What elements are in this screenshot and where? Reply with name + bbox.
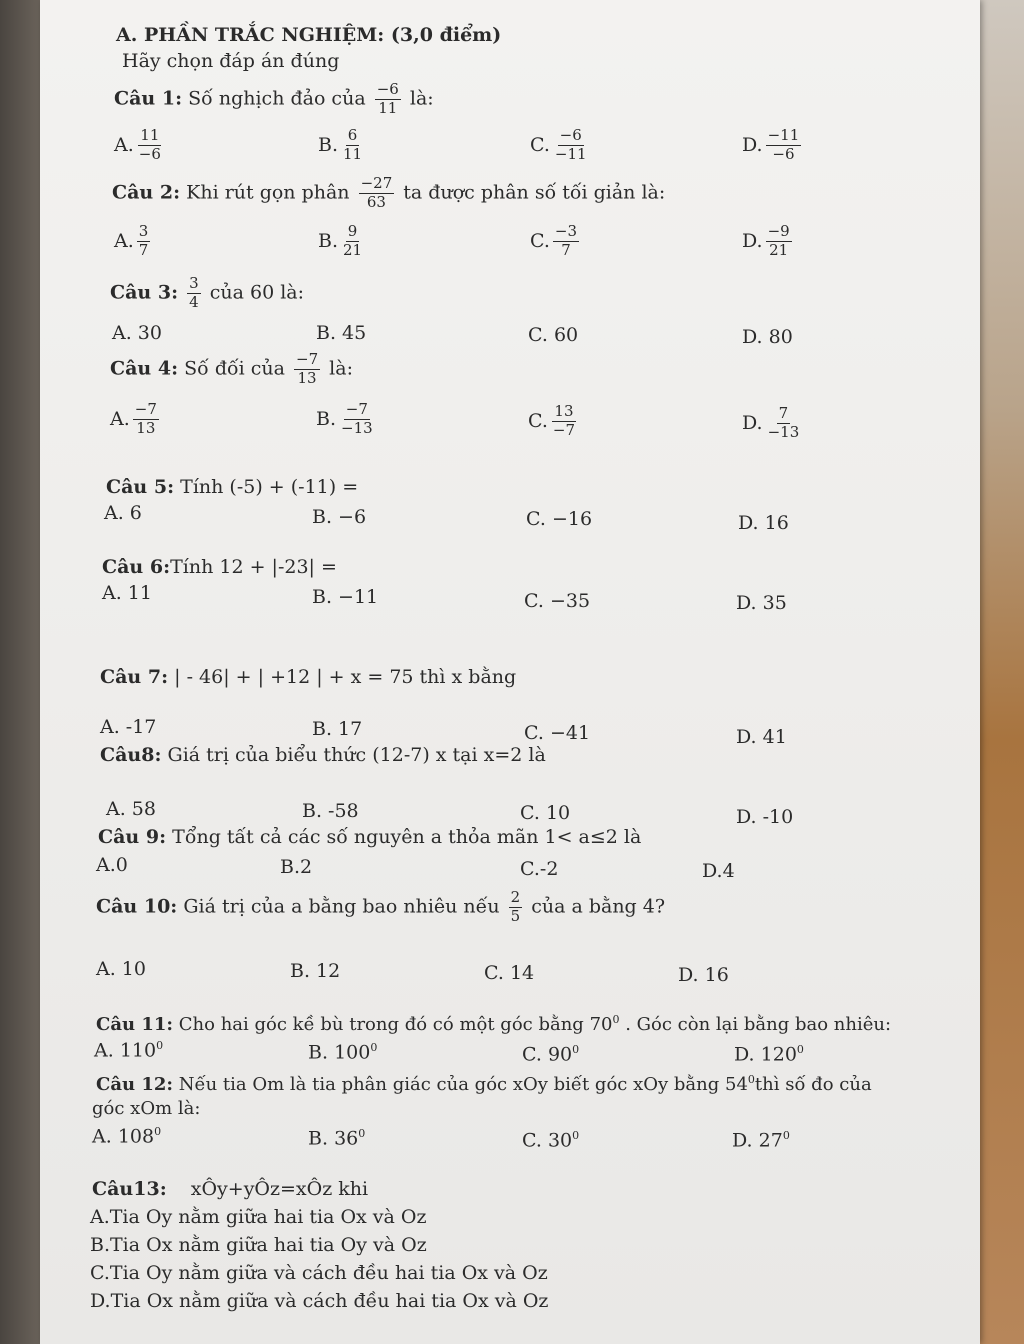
- q9-option-c[interactable]: C.-2: [520, 858, 559, 880]
- question-3: Câu 3: $\frac{3}{4}$ của 60 là:: [110, 274, 305, 311]
- q13-option-b[interactable]: B.Tia Ox nằm giữa hai tia Oy và Oz: [90, 1234, 427, 1256]
- q4-option-c[interactable]: C. $\frac{13}{-7}$: [528, 402, 576, 439]
- fraction: $\frac{3}{4}$: [189, 274, 199, 311]
- q2-option-a[interactable]: A. $\frac{3}{7}$: [114, 222, 149, 259]
- q3-option-d[interactable]: D. 80: [742, 326, 793, 348]
- q10-option-c[interactable]: C. 14: [484, 962, 535, 984]
- instruction: Hãy chọn đáp án đúng: [122, 50, 340, 72]
- q11-option-d[interactable]: D. $120^0$: [734, 1043, 804, 1066]
- q6-option-c[interactable]: C. −35: [524, 590, 591, 612]
- q12-option-d[interactable]: D. $27^0$: [732, 1129, 790, 1152]
- q9-option-b[interactable]: B.2: [280, 856, 313, 878]
- q8-option-c[interactable]: C. 10: [520, 802, 571, 824]
- q11-option-c[interactable]: C. $90^0$: [522, 1043, 580, 1066]
- q5-option-d[interactable]: D. 16: [738, 512, 789, 534]
- question-9: Câu 9: Tổng tất cả các số nguyên a thỏa mãn 1< a≤2 là: [98, 826, 642, 848]
- q2-option-c[interactable]: C. $\frac{-3}{7}$: [530, 222, 578, 259]
- q3-option-c[interactable]: C. 60: [528, 324, 579, 346]
- q7-option-b[interactable]: B. 17: [312, 718, 363, 740]
- q8-option-b[interactable]: B. -58: [302, 800, 359, 822]
- q10-option-b[interactable]: B. 12: [290, 960, 341, 982]
- q7-option-a[interactable]: A. -17: [100, 716, 157, 738]
- question-7: Câu 7: | - 46| + | +12 | + x = 75 thì x bằng: [100, 666, 517, 688]
- section-title: A. PHẦN TRẮC NGHIỆM: (3,0 điểm): [116, 24, 502, 46]
- q7-option-c[interactable]: C. −41: [524, 722, 591, 744]
- fraction: $\frac{-27}{63}$: [360, 174, 393, 211]
- question-10: Câu 10: Giá trị của a bằng bao nhiêu nếu $\frac{2}{5}$ của a bằng 4?: [96, 888, 666, 925]
- angle-value: $54^0$: [725, 1073, 755, 1095]
- q6-option-a[interactable]: A. 11: [102, 582, 152, 604]
- fraction: $\frac{2}{5}$: [510, 888, 521, 925]
- question-12: Câu 12: Nếu tia Om là tia phân giác của góc xOy biết góc xOy bằng $54^0thì$ số đo của: [96, 1073, 872, 1095]
- q4-option-d[interactable]: D. $\frac{7}{-13}$: [742, 404, 800, 441]
- question-13: Câu13: xÔy+yÔz=xÔz khi: [92, 1178, 369, 1200]
- angle-value: $70^0$: [589, 1013, 620, 1035]
- q1-option-d[interactable]: D. $\frac{-11}{-6}$: [742, 126, 800, 163]
- q6-option-b[interactable]: B. −11: [312, 586, 379, 608]
- q9-option-a[interactable]: A.0: [96, 854, 128, 876]
- q8-option-d[interactable]: D. -10: [736, 806, 794, 828]
- q1-option-c[interactable]: C. $\frac{-6}{-11}$: [530, 126, 587, 163]
- q10-option-a[interactable]: A. 10: [96, 958, 146, 980]
- question-6: Câu 6:Tính 12 + |-23| =: [102, 556, 337, 578]
- q5-option-a[interactable]: A. 6: [104, 502, 142, 524]
- q2-option-b[interactable]: B. $\frac{9}{21}$: [318, 222, 363, 259]
- q1-option-b[interactable]: B. $\frac{6}{11}$: [318, 126, 363, 163]
- question-4: Câu 4: Số đối của $\frac{-7}{13}$ là:: [110, 350, 353, 387]
- q11-option-a[interactable]: A. $110^0$: [94, 1039, 164, 1062]
- question-8: Câu8: Giá trị của biểu thức (12-7) x tại x=2 là: [100, 744, 546, 766]
- q10-option-d[interactable]: D. 16: [678, 964, 729, 986]
- q3-option-a[interactable]: A. 30: [112, 322, 162, 344]
- q4-option-a[interactable]: A. $\frac{-7}{13}$: [110, 400, 157, 437]
- question-1: Câu 1: Số nghịch đảo của $\frac{-6}{11}$ là:: [114, 80, 434, 117]
- q6-option-d[interactable]: D. 35: [736, 592, 787, 614]
- q11-option-b[interactable]: B. $100^0$: [308, 1041, 378, 1064]
- q13-option-d[interactable]: D.Tia Ox nằm giữa và cách đều hai tia Ox và Oz: [90, 1290, 549, 1312]
- q12-option-c[interactable]: C. $30^0$: [522, 1129, 580, 1152]
- fraction: $\frac{-7}{13}$: [296, 350, 319, 387]
- question-2: Câu 2: Khi rút gọn phân $\frac{-27}{63}$ ta được phân số tối giản là:: [112, 174, 666, 211]
- q13-option-a[interactable]: A.Tia Oy nằm giữa hai tia Ox và Oz: [90, 1206, 427, 1228]
- exam-paper: [40, 0, 980, 1344]
- q13-option-c[interactable]: C.Tia Oy nằm giữa và cách đều hai tia Ox và Oz: [90, 1262, 548, 1284]
- fraction: $\frac{-6}{11}$: [376, 80, 399, 117]
- q9-option-d[interactable]: D.4: [702, 860, 735, 882]
- question-11: Câu 11: Cho hai góc kề bù trong đó có một góc bằng $70^0$ . Góc còn lại bằng bao nhiêu:: [96, 1013, 892, 1035]
- question-5: Câu 5: Tính (-5) + (-11) =: [106, 476, 359, 498]
- q2-option-d[interactable]: D. $\frac{-9}{21}$: [742, 222, 790, 259]
- q5-option-c[interactable]: C. −16: [526, 508, 593, 530]
- question-12-line2: góc xOm là:: [92, 1098, 201, 1119]
- q12-option-a[interactable]: A. $108^0$: [92, 1125, 162, 1148]
- q8-option-a[interactable]: A. 58: [106, 798, 156, 820]
- q5-option-b[interactable]: B. −6: [312, 506, 367, 528]
- q4-option-b[interactable]: B. $\frac{-7}{-13}$: [316, 400, 373, 437]
- q1-option-a[interactable]: A. $\frac{11}{-6}$: [114, 126, 161, 163]
- q7-option-d[interactable]: D. 41: [736, 726, 787, 748]
- q12-option-b[interactable]: B. $36^0$: [308, 1127, 366, 1150]
- q3-option-b[interactable]: B. 45: [316, 322, 367, 344]
